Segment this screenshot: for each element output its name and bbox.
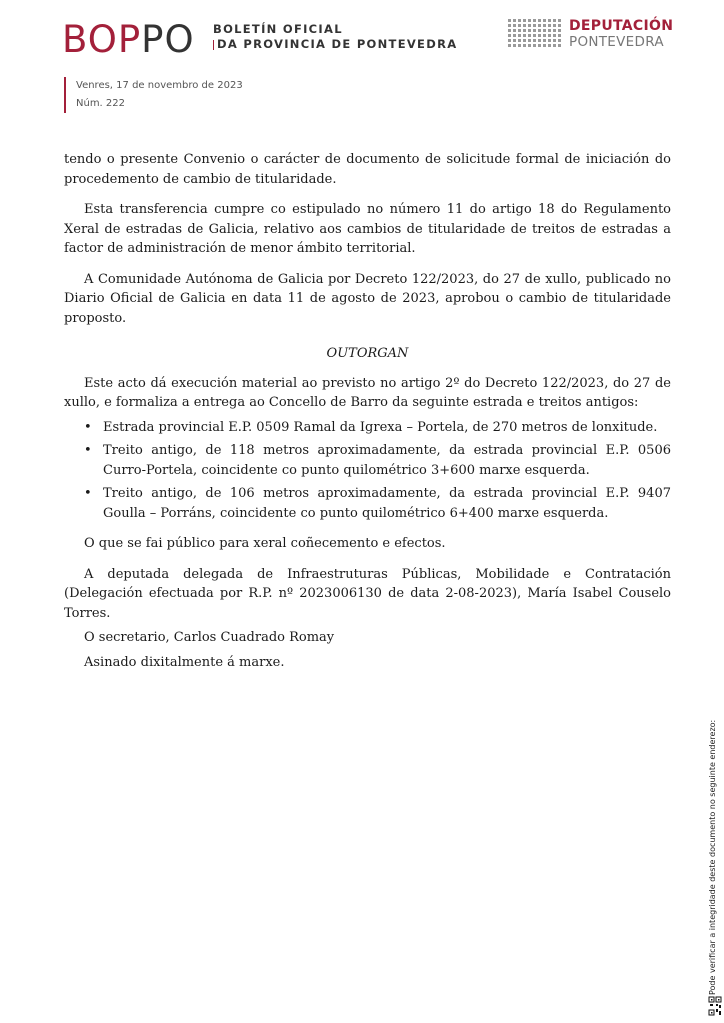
paragraph-4: Este acto dá execución material ao previsto no artigo 2º do Decreto 122/2023, do 27 de xullo, e formaliza a entrega ao Concello de Barro da seguinte estrada e treitos antigos: [64, 375, 671, 410]
logo-dot [513, 39, 516, 42]
logo-dot [548, 24, 551, 27]
logo-dot [523, 34, 526, 37]
logo-dot [518, 44, 521, 47]
list-item-text: Treito antigo, de 106 metros aproximadamente, da estrada provincial E.P. 9407 Goulla – Porráns, coincidente co punto quilométrico 6+400 marxe esquerda. [103, 486, 671, 521]
bulletin-title-line1: BOLETÍN OFICIAL [213, 22, 343, 36]
logo-dot [523, 44, 526, 47]
issue-date: Venres, 17 de novembro de 2023 [76, 80, 243, 91]
logo-dot [553, 19, 556, 22]
section-title: OUTORGAN [326, 346, 409, 361]
logo-dot [518, 19, 521, 22]
logo-dot [518, 24, 521, 27]
logo-dot [548, 34, 551, 37]
logo-dot [543, 24, 546, 27]
logo-dot [513, 24, 516, 27]
logo-dot [523, 24, 526, 27]
verification-note: Pode verificar a integridade deste documento no seguinte enderezo: [708, 719, 717, 995]
logo-dot [523, 29, 526, 32]
bullet-icon: • [84, 443, 92, 458]
logo-dot [553, 39, 556, 42]
issue-number: Núm. 222 [76, 98, 126, 109]
logo-dot [553, 34, 556, 37]
logo-dot [508, 39, 511, 42]
logo-dot [528, 34, 531, 37]
logo-dot [533, 44, 536, 47]
logo-dot [538, 39, 541, 42]
logo-dot [553, 24, 556, 27]
deputacion-name: DEPUTACIÓN [569, 18, 674, 34]
logo-dot [533, 24, 536, 27]
logo-dot [538, 34, 541, 37]
logo-dot [518, 34, 521, 37]
logo-dot [543, 39, 546, 42]
logo-dot [548, 39, 551, 42]
logo-dot [558, 39, 561, 42]
paragraph-3: A Comunidade Autónoma de Galicia por Decreto 122/2023, do 27 de xullo, publicado no Diario Oficial de Galicia en data 11 de agosto de 2023, aprobou o cambio de titularidade proposto. [64, 271, 671, 326]
logo-dot [508, 29, 511, 32]
bullet-icon: • [84, 486, 92, 501]
logo-dot [558, 29, 561, 32]
logo-dot [513, 29, 516, 32]
logo-dot [508, 19, 511, 22]
deputacion-logo-icon [508, 19, 562, 49]
paragraph-1: tendo o presente Convenio o carácter de documento de solicitude formal de iniciación do procedemento de cambio de titularidade. [64, 152, 671, 187]
logo-dot [543, 44, 546, 47]
divider-tick [213, 40, 214, 50]
list-item [84, 484, 671, 523]
logo-dot [508, 24, 511, 27]
logo-dot [543, 19, 546, 22]
logo-dot [558, 24, 561, 27]
logo-dot [553, 29, 556, 32]
logo-dot [533, 34, 536, 37]
logo-dot [548, 29, 551, 32]
paragraph-6: A deputada delegada de Infraestruturas Públicas, Mobilidade e Contratación (Delegación efectuada por R.P. nº 2023006130 de data 2-08-2023), María Isabel Couselo Torres. [64, 566, 671, 621]
logo-dot [523, 39, 526, 42]
logo-dot [528, 29, 531, 32]
logo-dot [538, 24, 541, 27]
logo-dot [538, 19, 541, 22]
issue-meta [64, 77, 243, 113]
logo-dot [508, 34, 511, 37]
paragraph-5: O que se fai público para xeral coñecemento e efectos. [84, 536, 446, 551]
logo-dot [513, 44, 516, 47]
qr-code-icon[interactable] [708, 996, 722, 1016]
logo-dot [548, 44, 551, 47]
logo-dot [518, 29, 521, 32]
list-item [84, 441, 671, 480]
logo-dot [528, 19, 531, 22]
boppo-logo: BOPPO [62, 18, 195, 61]
bulletin-title-line2: DA PROVINCIA DE PONTEVEDRA [217, 37, 458, 51]
deputacion-brand [569, 18, 673, 50]
road-list [64, 418, 671, 524]
logo-dot [558, 44, 561, 47]
logo-dot [533, 39, 536, 42]
logo-dot [533, 29, 536, 32]
logo-dot [543, 29, 546, 32]
logo-dot [543, 34, 546, 37]
logo-dot [553, 44, 556, 47]
document-body [64, 150, 671, 677]
logo-dot [513, 34, 516, 37]
logo-dot [528, 39, 531, 42]
logo-dot [508, 44, 511, 47]
logo-dot [558, 34, 561, 37]
paragraph-2: Esta transferencia cumpre co estipulado no número 11 do artigo 18 do Regulamento Xeral de estradas de Galicia, relativo aos cambios de titularidade de treitos de estradas a factor de administración de menor ámbito territorial. [64, 202, 671, 256]
logo-dot [538, 44, 541, 47]
logo-dot [518, 39, 521, 42]
bullet-icon: • [84, 419, 92, 435]
logo-dot [558, 19, 561, 22]
secretary-line: O secretario, Carlos Cuadrado Romay [84, 630, 335, 645]
logo-dot [533, 19, 536, 22]
bulletin-title [213, 22, 457, 52]
logo-dot [528, 24, 531, 27]
logo-dot [513, 19, 516, 22]
list-item-text: Treito antigo, de 118 metros aproximadamente, da estrada provincial E.P. 0506 Curro-Portela, coincidente co punto quilométrico 3+600 marxe esquerda. [103, 443, 671, 478]
deputacion-place: PONTEVEDRA [569, 34, 664, 50]
logo-dot [528, 44, 531, 47]
signed-line: Asinado dixitalmente á marxe. [84, 654, 285, 670]
list-item-text: Estrada provincial E.P. 0509 Ramal da Igrexa – Portela, de 270 metros de lonxitude. [103, 419, 658, 435]
logo-dot [523, 19, 526, 22]
list-item [84, 418, 671, 438]
logo-dot [538, 29, 541, 32]
logo-dot [548, 19, 551, 22]
